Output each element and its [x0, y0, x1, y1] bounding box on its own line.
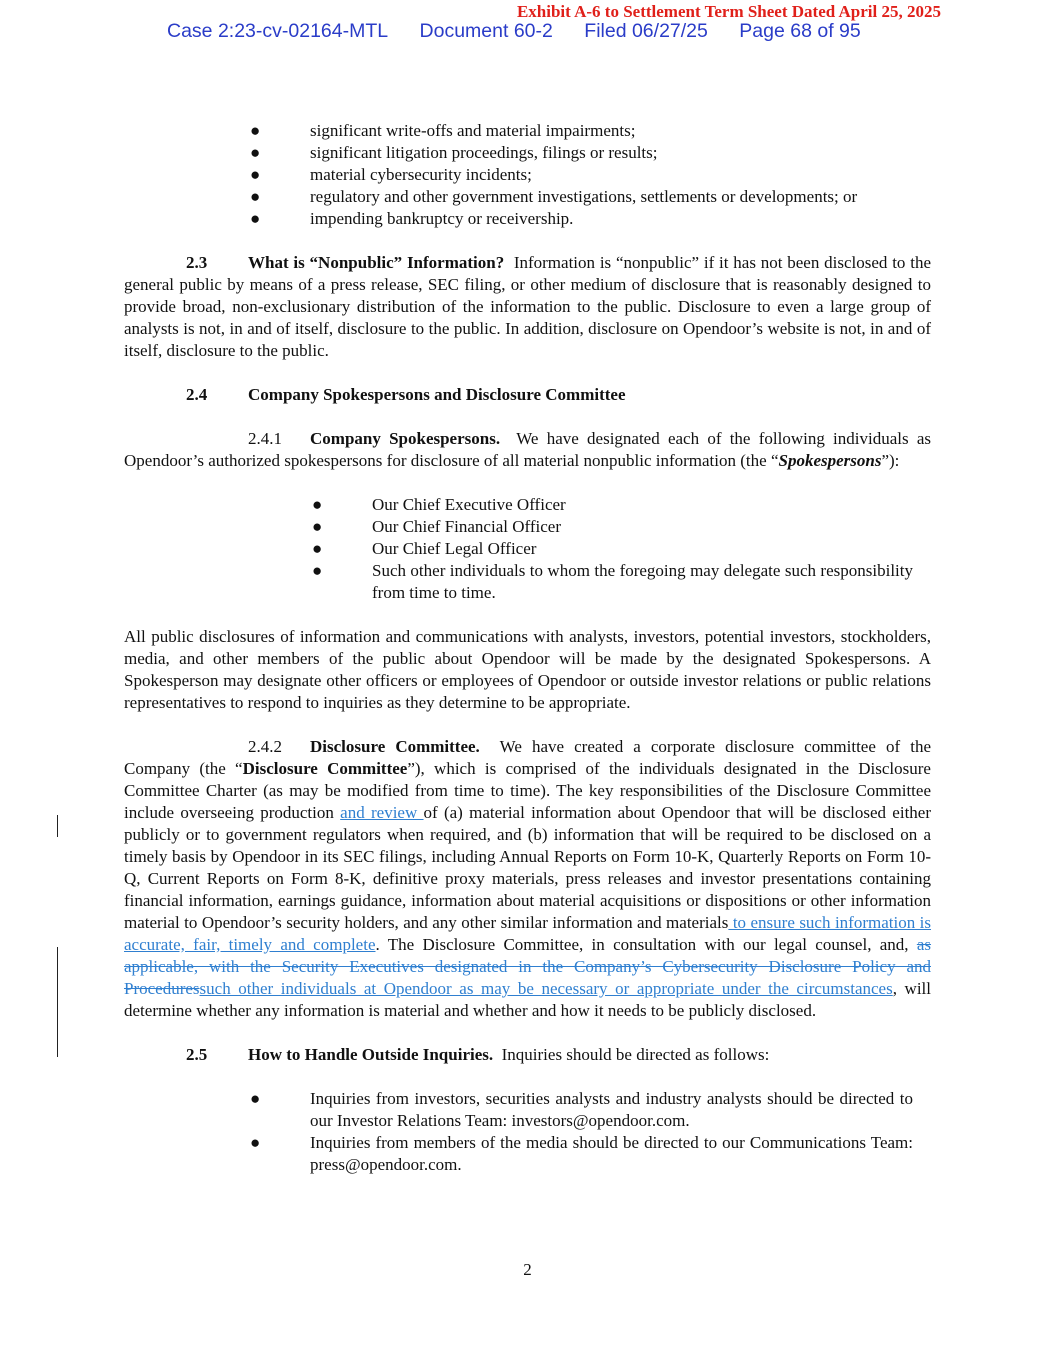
section-number: 2.3 [186, 253, 208, 272]
bullet-icon: ● [312, 561, 323, 580]
bullet-list-spokespersons [124, 494, 931, 604]
page-number: 2 [523, 1260, 532, 1279]
exhibit-stamp: Exhibit A-6 to Settlement Term Sheet Dated April 25, 2025 [516, 2, 941, 21]
section-number: 2.4.2 [248, 737, 282, 756]
section-title: Company Spokespersons and Disclosure Committee [248, 385, 626, 404]
inserted-text: and review [340, 803, 424, 822]
section-2-4-2: 2.4.2 Disclosure Committee. We have created a corporate disclosure committee of the Company (the “Disclosure Committee”), which is comprised of the individuals designated in the Disclosure Committee Charter (as may be modified from time to time). The key responsibilities of the Disclosure Committee include overseeing production and review of (a) material information about Opendoor that will be disclosed either publicly or to government regulators when required, and (b) information that will be required to be disclosed on a timely basis by Opendoor in its SEC filings, including Annual Reports on Form 10-K, Quarterly Reports on Form 10-Q, Current Reports on Form 8-K, definitive proxy materials, press releases and investor presentations containing financial information, earnings guidance, information about material acquisitions or dispositions or other information material to Opendoor’s security holders, and any other similar information and materials to ensure such information is accurate, fair, timely and complete. The Disclosure Committee, in consultation with our legal counsel, and, as applicable, with the Security Executives designated in the Company’s Cybersecurity Disclosure Policy and Proceduressuch other individuals at Opendoor as may be necessary or appropriate under the circumstances, will determine whether any information is material and whether and how it needs to be publicly disclosed. [124, 737, 932, 1020]
list-item: ● Such other individuals to whom the foregoing may delegate such responsibility from time to time. [312, 561, 913, 602]
section-number: 2.4.1 [248, 429, 282, 448]
defined-term: Spokespersons [778, 451, 882, 470]
defined-term: Disclosure Committee [242, 759, 408, 778]
bullet-icon: ● [312, 539, 323, 558]
section-2-4-heading [124, 384, 931, 406]
document-number: Document 60-2 [419, 20, 553, 42]
section-2-4-1: 2.4.1 Company Spokespersons. We have designated each of the following individuals as Opendoor’s authorized spokespersons for disclosure of all material nonpublic information (the “Spokespersons”): [124, 429, 931, 470]
change-bar [57, 815, 58, 837]
list-item: ● Inquiries from investors, securities analysts and industry analysts should be directed to our Investor Relations Team: investors@opendoor.com. [250, 1089, 913, 1130]
bullet-icon: ● [250, 187, 261, 206]
inserted-text: such other individuals at Opendoor as may be necessary or appropriate under the circumstances [199, 979, 893, 998]
list-item: ● Inquiries from members of the media should be directed to our Communications Team: press@opendoor.com. [250, 1133, 913, 1174]
section-title: How to Handle Outside Inquiries. [248, 1045, 494, 1064]
bullet-icon: ● [250, 209, 261, 228]
list-item: ● material cybersecurity incidents; [250, 165, 532, 184]
section-body: Information is “nonpublic” if it has not been disclosed to the general public by means of a press release, SEC filing, or other medium of disclosure that is reasonably designed to provide broad, non-exclusionary distribution of the information to the public. Disclosure to even a large group of analysts is not, in and of itself, disclosure to the public. In addition, disclosure on Opendoor’s website is not, in and of itself, disclosure to the public. [124, 253, 932, 360]
list-item: ● Our Chief Financial Officer [312, 517, 561, 536]
bullet-icon: ● [250, 143, 261, 162]
bullet-list-material-events [124, 120, 931, 230]
list-item: ● impending bankruptcy or receivership. [250, 209, 574, 228]
inserted-text: to ensure such information is accurate, fair, timely and complete [124, 913, 931, 954]
section-2-5: 2.5 How to Handle Outside Inquiries. Inquiries should be directed as follows: [186, 1045, 770, 1064]
public-disclosures-paragraph: All public disclosures of information and communications with analysts, investors, potential investors, stockholders, media, and other members of the public about Opendoor will be made by the designated Spokespersons. A Spokesperson may designate other officers or employees of Opendoor or outside investor relations or public relations representatives to respond to inquiries as they determine to be appropriate. [124, 627, 931, 712]
change-bar [57, 947, 58, 1057]
list-item: ● regulatory and other government investigations, settlements or developments; or [250, 187, 858, 206]
bullet-icon: ● [250, 121, 261, 140]
list-item: ● significant litigation proceedings, filings or results; [250, 143, 658, 162]
page-indicator: Page 68 of 95 [739, 20, 861, 42]
section-title: What is “Nonpublic” Information? [248, 253, 505, 272]
deleted-text: as applicable, with the Security Executives designated in the Company’s Cybersecurity Disclosure Policy and Procedures [124, 935, 932, 998]
bullet-icon: ● [250, 1133, 261, 1152]
list-item: ● significant write-offs and material impairments; [250, 121, 636, 140]
case-number: Case 2:23-cv-02164-MTL [167, 20, 389, 42]
section-title: Disclosure Committee. [310, 737, 480, 756]
section-title: Company Spokespersons. [310, 429, 501, 448]
bullet-icon: ● [250, 1089, 261, 1108]
document-page [124, 120, 931, 1176]
list-item: ● Our Chief Legal Officer [312, 539, 537, 558]
list-item: ● Our Chief Executive Officer [312, 495, 566, 514]
bullet-icon: ● [312, 495, 323, 514]
bullet-icon: ● [312, 517, 323, 536]
section-2-3 [124, 252, 931, 362]
section-number: 2.5 [186, 1045, 208, 1064]
case-header [167, 20, 887, 43]
bullet-list-inquiries [124, 1088, 931, 1176]
section-number: 2.4 [186, 385, 208, 404]
filed-date: Filed 06/27/25 [584, 20, 708, 42]
bullet-icon: ● [250, 165, 261, 184]
